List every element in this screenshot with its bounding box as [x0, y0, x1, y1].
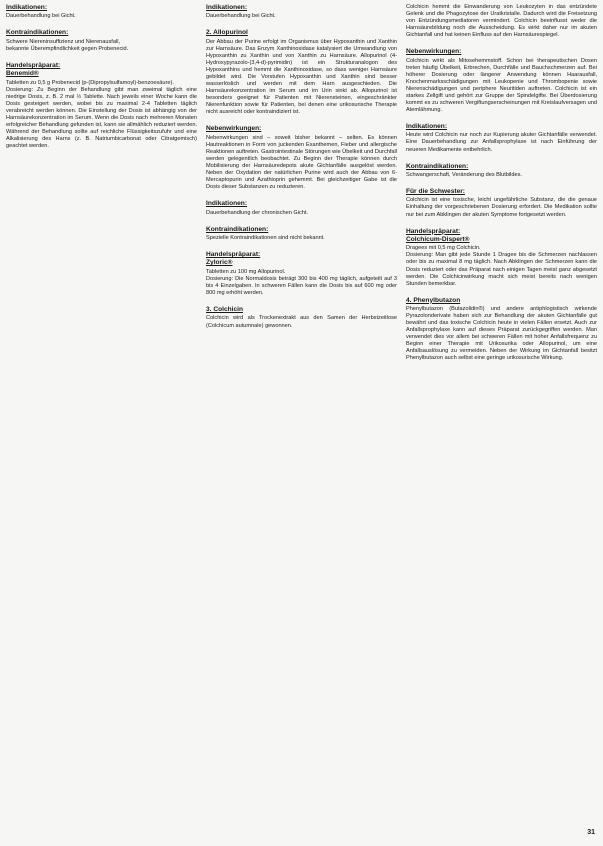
page-number: 31	[587, 829, 595, 836]
section-heading: Kontraindikationen:	[6, 29, 69, 37]
text-section	[206, 251, 397, 297]
column-right	[406, 4, 597, 830]
text-section	[406, 188, 597, 219]
section-body: Colchicin ist eine toxische, leicht ungefährliche Substanz, die die genaue Einhaltung der vorgeschriebenen Dosierung erfordert. Die Medikation sollte nur bei zum Abklingen der akuten Symptome fortgesetzt werden.	[406, 197, 597, 218]
text-section	[206, 200, 397, 216]
text-section	[6, 29, 197, 53]
column-middle	[206, 4, 397, 830]
section-body: Heute wird Colchicin nur noch zur Kupierung akuter Gichtanfälle verwendet. Eine Dauerbehandlung zur Anfallsprophylaxe ist nach Einführung der neueren Medikamente entbehrlich.	[406, 132, 597, 153]
column-left	[6, 4, 197, 830]
section-body: Colchicin wirkt als Mitosehemmstoff. Schon bei therapeutischen Dosen treten häufig Übelkeit, Erbrechen, Durchfälle und Bauchschmerzen auf. Bei höherer Dosierung oder längerer Anwendung können Haarausfall, Knochenmarksschädigungen mit Leukopenie und Thrombopenie sowie Nierenschädigungen und periphere Neuritiden auftreten. Colchicin ist ein starkes Zellgift und gehört zur Gruppe der Spindelgifte. Bei Überdosierung kommt es zu schweren Vergiftungserscheinungen mit Kreislaufversagen und Atemlähmung.	[406, 57, 597, 113]
section-heading: Nebenwirkungen:	[406, 48, 462, 56]
section-heading: 4. Phenylbutazon	[406, 296, 461, 304]
text-columns	[6, 4, 597, 830]
section-heading: Indikationen:	[206, 4, 248, 11]
section-body: Schwere Niereninsuffizienz und Nierenausfall, bekannte Überempfindlichkeit gegen Probenecid.	[6, 38, 129, 52]
text-section	[206, 306, 397, 330]
text-section	[406, 123, 597, 154]
text-section	[206, 4, 397, 20]
section-heading: Indikationen:	[206, 200, 248, 208]
section-body: Nebenwirkungen sind – soweit bisher bekannt – selten. Es können Hautreaktionen in Form von juckenden Exanthemen, Fieber und allergische Reaktionen auftreten. Gastrointestinale Störungen wie Übelkeit und Durchfall werden gelegentlich beobachtet. Zu Beginn der Therapie können durch Mobilisierung der Harnsäuredepots akute Gichtanfälle ausgelöst werden. Neben der Oxydation der natürlichen Purine wird auch der Abbau von 6-Mercaptopurin und Azathioprin gehemmt. Bei gleichzeitiger Gabe ist die Dosis dieser Substanzen zu reduzieren.	[206, 134, 397, 191]
section-body: Phenylbutazon (Butazolidin®) und andere antiphlogistisch wirkende Pyrazolonderivate haben sich zur Behandlung der akuten Gichtanfälle gut bewährt und das toxische Colchicin heute in vielen Fällen ersetzt. Auch zur Anfallsprophylaxe kann auf dieses Präparat zurückgegriffen werden. Man verwendet dies vor allem bei schweren Fällen mit hoher Anfallsfrequenz zu Beginn einer Therapie mit Urikosurika oder Allopurinol, um eine Anfallsauslösung zu vermeiden. Neben der Wirkung im Gichtanfall besitzt Phenylbutazon auch selbst eine geringe urikosurische Wirkung.	[406, 306, 597, 362]
text-section	[6, 4, 197, 20]
section-heading: 3. Colchicin	[206, 306, 244, 314]
section-body: Der Abbau der Purine erfolgt im Organismus über Hypoxanthin und Xanthin zur Harnsäure. Das Enzym Xanthinoxidase katalysiert die Umwandlung von Hypoxanthin zu Xanthin und von Xanthin zu Harnsäure. Allopurinol (4-Hydroxypyrazolo-(3,4-d)-pyrimidin) ist ein Strukturanalogon des Hypoxanthins und hemmt die Xanthinoxidase, so dass weniger Harnsäure gebildet wird. Die Vorstufen Hypoxanthin und Xanthin sind besser wasserlöslich und werden mit dem Harn ausgeschieden. Die Harnsäurekonzentration im Serum und im Urin sinkt ab. Allopurinol ist besonders geeignet für Patienten mit Nierensteinen, eingeschränkter Nierenfunktion sowie für Patienten, bei denen eine urikosurische Therapie nicht ausreicht oder kontraindiziert ist.	[206, 38, 397, 116]
text-section	[406, 228, 597, 288]
section-body: Colchicin hemmt die Einwanderung von Leukozyten in das entzündete Gelenk und die Phagozytose der Uratkristalle. Dadurch wird die Freisetzung von Entzündungsmediatoren vermindert. Colchicin beeinflusst weder die Harnsäurebildung noch die Ausscheidung. Es wirkt daher nur im akuten Gichtanfall und hat keinen Einfluss auf den Harnsäurespiegel.	[406, 4, 597, 39]
section-body: Tabletten zu 100 mg Allopurinol. Dosierung: Die Normaldosis beträgt 300 bis 400 mg täglich, aufgeteilt auf 3 bis 4 Einzelgaben. In schweren Fällen kann die Dosis bis auf 600 mg oder 800 mg erhöht werden.	[206, 268, 397, 297]
text-section	[406, 163, 597, 179]
text-section	[406, 297, 597, 363]
text-section	[206, 29, 397, 116]
section-body: Dauerbehandlung bei Gicht.	[206, 13, 276, 20]
section-heading: Kontraindikationen:	[406, 162, 469, 170]
section-heading: Kontraindikationen:	[206, 225, 269, 233]
section-heading: Für die Schwester:	[406, 188, 465, 196]
text-section	[206, 125, 397, 191]
text-section	[406, 48, 597, 114]
section-heading: Nebenwirkungen:	[206, 125, 262, 133]
section-heading: 2. Allopurinol	[206, 29, 248, 37]
section-body: Colchicin wird als Trockenextrakt aus den Samen der Herbstzeitlose (Colchicum autumnale) gewonnen.	[206, 315, 397, 329]
section-heading: Indikationen:	[406, 123, 448, 131]
section-body: Spezielle Kontraindikationen sind nicht bekannt.	[206, 235, 325, 242]
text-section	[406, 4, 597, 39]
section-heading: Indikationen:	[6, 4, 48, 11]
section-body: Dragees mit 0,5 mg Colchicin. Dosierung: Man gibt jede Stunde 1 Dragee bis die Schmerzen nachlassen oder bis zu maximal 8 mg täglich. Nach Abklingen der Schmerzen kann die Dosis reduziert oder das Präparat nach einigen Tagen meist ganz abgesetzt werden. Die Colchicinwirkung macht sich meist bereits nach wenigen Stunden bemerkbar.	[406, 245, 597, 287]
section-body: Tabletten zu 0,5 g Probenecid (p-(Dipropylsulfamoyl)-benzoesäure). Dosierung: Zu Beginn der Behandlung gibt man zweimal täglich eine niedrige Dosis, z. B. 2 mal ½ Tablette. Nach jeweils einer Woche kann die Dosis gesteigert werden, wobei bis zu maximal 2-4 Tabletten täglich verabreicht werden können. Die Einstellung der Dosis ist abhängig von der Harnsäurekonzentration im Serum. Wenn die Dosis nach mehreren Monaten erfolgreicher Behandlung gefunden ist, kann sie allmählich reduziert werden. Während der Behandlung sollte auf reichliche Flüssigkeitszufuhr und eine Alkalisierung des Harns (z. B. Natriumbicarbonat oder Citratgemisch) geachtet werden.	[6, 79, 197, 150]
text-section	[206, 226, 397, 242]
section-body: Schwangerschaft, Veränderung des Blutbildes.	[406, 171, 522, 178]
section-heading: Handelspräparat: Colchicum-Dispert®	[406, 227, 470, 243]
section-heading: Handelspräparat: Zyloric®	[206, 251, 261, 267]
section-body: Dauerbehandlung der chronischen Gicht.	[206, 209, 308, 216]
section-heading: Handelspräparat: Benemid®	[6, 61, 61, 78]
section-body: Dauerbehandlung bei Gicht.	[6, 13, 76, 20]
text-section	[6, 62, 197, 150]
